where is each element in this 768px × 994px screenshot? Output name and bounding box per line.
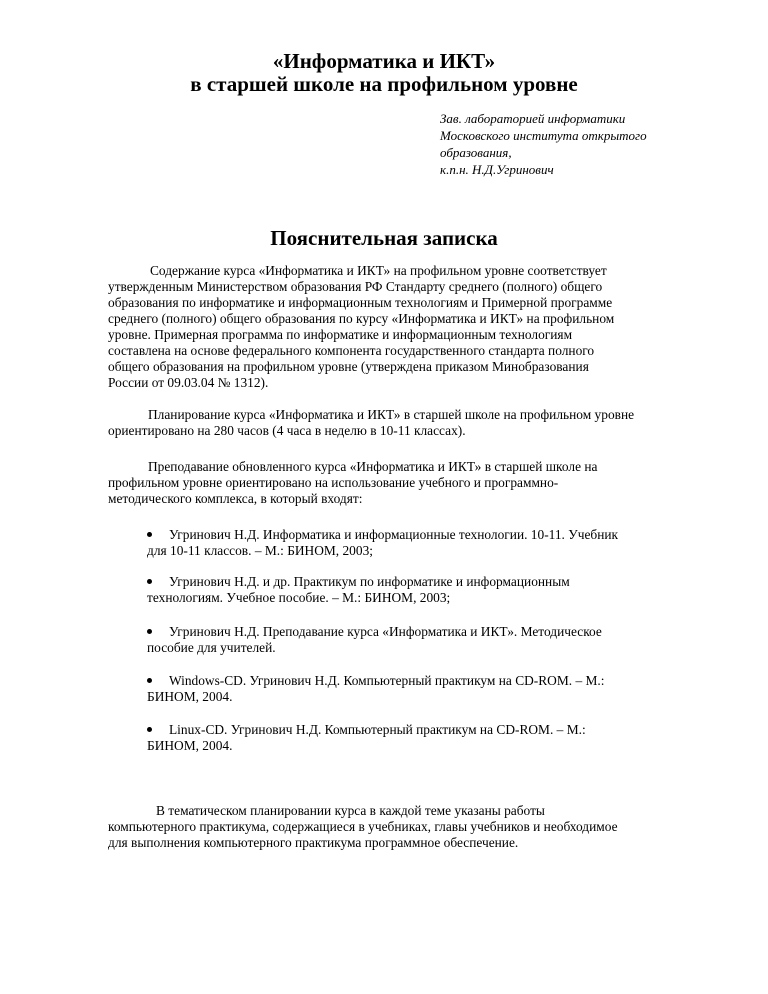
paragraph-line: Содержание курса «Информатика и ИКТ» на профильном уровне соответствует <box>150 263 607 278</box>
paragraph-line: Преподавание обновленного курса «Информатика и ИКТ» в старшей школе на <box>148 459 598 474</box>
bullet-icon <box>147 579 152 584</box>
paragraph-teaching <box>108 459 748 507</box>
list-item <box>147 673 747 705</box>
paragraph-line: образования по информатике и информационным технологиям и Примерной программе <box>108 295 613 310</box>
list-item-text: Угринович Н.Д. Преподавание курса «Информатика и ИКТ». Методическое <box>169 624 602 639</box>
list-item-text: Угринович Н.Д. и др. Практикум по информатике и информационным <box>169 574 570 589</box>
paragraph-line: профильном уровне ориентировано на использование учебного и программно- <box>108 475 559 490</box>
author-line: образования, <box>440 145 512 160</box>
paragraph-line: для выполнения компьютерного практикума программное обеспечение. <box>108 835 519 850</box>
list-item-text: пособие для учителей. <box>147 640 276 655</box>
paragraph-line: уровне. Примерная программа по информатике и информационным технологиям <box>108 327 573 342</box>
list-item <box>147 624 747 656</box>
section-title: Пояснительная записка <box>270 226 498 250</box>
list-item-text: БИНОМ, 2004. <box>147 738 233 753</box>
author-line: к.п.н. Н.Д.Угринович <box>440 162 554 177</box>
author-block <box>440 110 740 178</box>
bullet-icon <box>147 532 152 537</box>
list-item-text: для 10-11 классов. – М.: БИНОМ, 2003; <box>147 543 373 558</box>
paragraph-line: ориентировано на 280 часов (4 часа в неделю в 10-11 классах). <box>108 423 466 438</box>
list-item <box>147 574 747 606</box>
document-title-line-1: «Информатика и ИКТ» <box>272 49 496 73</box>
author-line: Московского института открытого <box>440 128 647 143</box>
document-title-line-2: в старшей школе на профильном уровне <box>190 72 578 96</box>
paragraph-line: компьютерного практикума, содержащиеся в учебниках, главы учебников и необходимое <box>108 819 618 834</box>
paragraph-line: среднего (полного) общего образования по курсу «Информатика и ИКТ» на профильном <box>108 311 615 326</box>
list-item <box>147 527 747 559</box>
paragraph-line: России от 09.03.04 № 1312). <box>108 375 269 390</box>
list-item-text: Windows-CD. Угринович Н.Д. Компьютерный практикум на CD-ROM. – М.: <box>169 673 605 688</box>
paragraph-intro <box>108 263 748 391</box>
bullet-icon <box>147 678 152 683</box>
paragraph-planning <box>108 407 748 439</box>
paragraph-line: общего образования на профильном уровне (утверждена приказом Минобразования <box>108 359 589 374</box>
bullet-icon <box>147 629 152 634</box>
paragraph-line: составлена на основе федерального компонента государственного стандарта полного <box>108 343 595 358</box>
author-line: Зав. лабораторией информатики <box>440 111 626 126</box>
list-item-text: Linux-CD. Угринович Н.Д. Компьютерный практикум на CD-ROM. – М.: <box>169 722 586 737</box>
paragraph-line: Планирование курса «Информатика и ИКТ» в старшей школе на профильном уровне <box>148 407 635 422</box>
paragraph-line: утвержденным Министерством образования РФ Стандарту среднего (полного) общего <box>108 279 603 294</box>
list-item-text: технологиям. Учебное пособие. – М.: БИНОМ, 2003; <box>147 590 451 605</box>
bullet-icon <box>147 727 152 732</box>
list-item-text: Угринович Н.Д. Информатика и информационные технологии. 10-11. Учебник <box>169 527 619 542</box>
list-item-text: БИНОМ, 2004. <box>147 689 233 704</box>
list-item <box>147 722 747 754</box>
paragraph-thematic <box>108 803 748 851</box>
paragraph-line: В тематическом планировании курса в каждой теме указаны работы <box>156 803 545 818</box>
paragraph-line: методического комплекса, в который входят: <box>108 491 363 506</box>
